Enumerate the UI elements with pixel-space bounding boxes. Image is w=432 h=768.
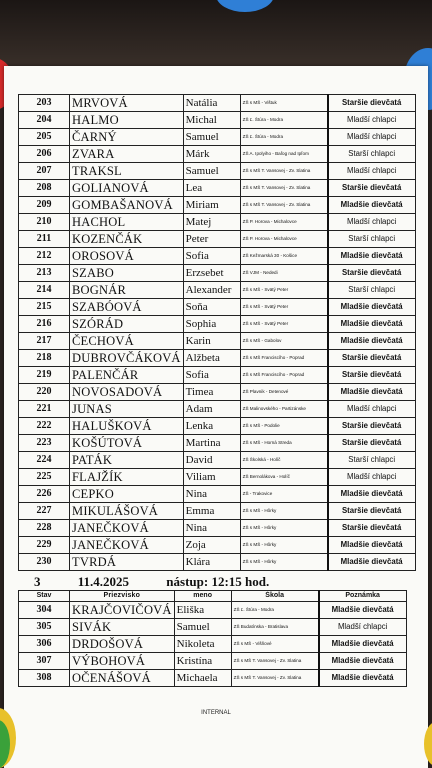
start-list-table-2: [18, 590, 407, 687]
table-row: [19, 214, 416, 231]
category-cell: Mladší chlapci: [328, 214, 416, 231]
surname-cell: SZÓRÁD: [70, 316, 184, 333]
surname-cell: TRAKSL: [70, 163, 184, 180]
category-cell: Mladší chlapci: [328, 401, 416, 418]
category-cell: Staršie dievčatá: [328, 367, 416, 384]
school-cell: ZŠ s MŠ Franciscího - Poprad: [240, 350, 328, 367]
school-cell: ZŠ Kežmarská 30 - Košice: [240, 248, 328, 265]
school-cell: ZŠ s MŠ T. Vansovej - Zv. Slatina: [240, 197, 328, 214]
first-name-cell: Erzsebet: [183, 265, 240, 282]
table-row: [19, 554, 416, 571]
start-number: 220: [19, 384, 70, 401]
start-number: 219: [19, 367, 70, 384]
first-name-cell: Klára: [183, 554, 240, 571]
table-row: [19, 653, 407, 670]
category-cell: Mladšie dievčatá: [328, 333, 416, 350]
school-cell: ZŠ s MŠ - Višňové: [231, 636, 319, 653]
surname-cell: VÝBOHOVÁ: [70, 653, 175, 670]
surname-cell: GOMBAŠANOVÁ: [70, 197, 184, 214]
session-index: 3: [34, 574, 41, 589]
surname-cell: CEPKO: [70, 486, 184, 503]
table-row: [19, 146, 416, 163]
start-number: 208: [19, 180, 70, 197]
school-cell: ZŠ Ľ. Štúra - Modra: [240, 129, 328, 146]
table-surface: [0, 0, 432, 70]
footer-label: INTERNAL: [201, 710, 231, 716]
start-number: 223: [19, 435, 70, 452]
first-name-cell: Adam: [183, 401, 240, 418]
surname-cell: JANEČKOVÁ: [70, 520, 184, 537]
first-name-cell: Peter: [183, 231, 240, 248]
start-number: 214: [19, 282, 70, 299]
start-number: 217: [19, 333, 70, 350]
surname-cell: BOGNÁR: [70, 282, 184, 299]
surname-cell: NOVOSADOVÁ: [70, 384, 184, 401]
start-number: 216: [19, 316, 70, 333]
surname-cell: FLAJŽÍK: [70, 469, 184, 486]
start-number: 308: [19, 670, 70, 687]
table-row: [19, 180, 416, 197]
table-row: [19, 520, 416, 537]
table-row: [19, 282, 416, 299]
start-number: 205: [19, 129, 70, 146]
category-cell: Starší chlapci: [328, 282, 416, 299]
table-row: [19, 231, 416, 248]
school-cell: ZŠ s MŠ - Hôrky: [240, 520, 328, 537]
school-cell: ZŠ s MŠ - Svätý Peter: [240, 282, 328, 299]
category-cell: Mladšie dievčatá: [328, 554, 416, 571]
surname-cell: PALENČÁR: [70, 367, 184, 384]
school-cell: ZŠ VJM - Nededi: [240, 265, 328, 282]
category-cell: Mladší chlapci: [328, 163, 416, 180]
school-cell: ZŠ Školská - Holíč: [240, 452, 328, 469]
surname-cell: ČECHOVÁ: [70, 333, 184, 350]
school-cell: ZŠ s MŠ - Horná Streda: [240, 435, 328, 452]
table-row: [19, 619, 407, 636]
table-row: [19, 367, 416, 384]
surname-cell: HACHOL: [70, 214, 184, 231]
school-cell: ZŠ s MŠ - Vištuk: [240, 95, 328, 112]
surname-cell: SZABO: [70, 265, 184, 282]
first-name-cell: Michaela: [174, 670, 231, 687]
school-cell: ZŠ P. Horova - Michalovce: [240, 214, 328, 231]
header-surname: Priezvisko: [70, 591, 175, 602]
school-cell: ZŠ - Trakovice: [240, 486, 328, 503]
table-row: [19, 248, 416, 265]
start-number: 209: [19, 197, 70, 214]
table-row: [19, 95, 416, 112]
category-cell: Mladšie dievčatá: [319, 636, 407, 653]
table-row: [19, 670, 407, 687]
category-cell: Staršie dievčatá: [328, 418, 416, 435]
first-name-cell: Miriam: [183, 197, 240, 214]
first-name-cell: Alžbeta: [183, 350, 240, 367]
start-number: 212: [19, 248, 70, 265]
surname-cell: MIKULÁŠOVÁ: [70, 503, 184, 520]
table-row: [19, 486, 416, 503]
surname-cell: TVRDÁ: [70, 554, 184, 571]
first-name-cell: David: [183, 452, 240, 469]
school-cell: ZŠ s MŠ - Podolie: [240, 418, 328, 435]
surname-cell: JUNAS: [70, 401, 184, 418]
header-note: Poznámka: [319, 591, 407, 602]
table-row: [19, 435, 416, 452]
category-cell: Staršie dievčatá: [328, 95, 416, 112]
surname-cell: DUBROVČÁKOVÁ: [70, 350, 184, 367]
start-number: 215: [19, 299, 70, 316]
first-name-cell: Viliam: [183, 469, 240, 486]
table-row: [19, 129, 416, 146]
first-name-cell: Nina: [183, 486, 240, 503]
surname-cell: KOŠÚTOVÁ: [70, 435, 184, 452]
school-cell: ZŠ Malinovského - Partizánske: [240, 401, 328, 418]
school-cell: ZŠ P. Horova - Michalovce: [240, 231, 328, 248]
surname-cell: OČENÁŠOVÁ: [70, 670, 175, 687]
start-number: 306: [19, 636, 70, 653]
category-cell: Mladší chlapci: [328, 112, 416, 129]
first-name-cell: Natália: [183, 95, 240, 112]
table-row: [19, 350, 416, 367]
start-number: 225: [19, 469, 70, 486]
start-number: 211: [19, 231, 70, 248]
category-cell: Mladšie dievčatá: [328, 197, 416, 214]
surname-cell: ZVARA: [70, 146, 184, 163]
first-name-cell: Samuel: [183, 163, 240, 180]
category-cell: Mladšie dievčatá: [319, 653, 407, 670]
start-number: 305: [19, 619, 70, 636]
school-cell: ZŠ Ľ. Štúra - Modra: [231, 602, 319, 619]
table-row: [19, 299, 416, 316]
first-name-cell: Sofia: [183, 248, 240, 265]
school-cell: ZŠ s MŠ - Hôrky: [240, 554, 328, 571]
first-name-cell: Michal: [183, 112, 240, 129]
surname-cell: SIVÁK: [70, 619, 175, 636]
school-cell: ZŠ A. Ipolyiho - Baľog nad Ipľom: [240, 146, 328, 163]
table-row: [19, 112, 416, 129]
table-row: [19, 316, 416, 333]
school-cell: ZŠ s MŠ - Svätý Peter: [240, 299, 328, 316]
start-number: 226: [19, 486, 70, 503]
category-cell: Mladšie dievčatá: [328, 537, 416, 554]
start-number: 203: [19, 95, 70, 112]
table-row: [19, 636, 407, 653]
start-number: 304: [19, 602, 70, 619]
start-number: 206: [19, 146, 70, 163]
table-row: [19, 537, 416, 554]
start-number: 227: [19, 503, 70, 520]
start-number: 213: [19, 265, 70, 282]
school-cell: ZŠ s MŠ - Hôrky: [240, 503, 328, 520]
school-cell: ZŠ Bernolákova - Holíč: [240, 469, 328, 486]
surname-cell: HALUŠKOVÁ: [70, 418, 184, 435]
category-cell: Mladšie dievčatá: [328, 316, 416, 333]
category-cell: Staršie dievčatá: [328, 265, 416, 282]
first-name-cell: Nikoleta: [174, 636, 231, 653]
surname-cell: KRAJČOVIČOVÁ: [70, 602, 175, 619]
result-sheet: [4, 66, 428, 768]
first-name-cell: Alexander: [183, 282, 240, 299]
start-number: 307: [19, 653, 70, 670]
start-number: 230: [19, 554, 70, 571]
table-row: [19, 452, 416, 469]
surname-cell: DRDOŠOVÁ: [70, 636, 175, 653]
first-name-cell: Karin: [183, 333, 240, 350]
header-num: Stav: [19, 591, 70, 602]
school-cell: ZŠ Plavnik - Detenové: [240, 384, 328, 401]
session-date: 11.4.2025: [77, 574, 130, 589]
category-cell: Staršie dievčatá: [328, 520, 416, 537]
header-first: meno: [174, 591, 231, 602]
school-cell: ZŠ s MŠ Franciscího - Poprad: [240, 367, 328, 384]
start-number: 207: [19, 163, 70, 180]
session-heading: [34, 574, 303, 590]
start-number: 222: [19, 418, 70, 435]
table-row: [19, 384, 416, 401]
table-row: [19, 503, 416, 520]
start-number: 229: [19, 537, 70, 554]
header-school: Škola: [231, 591, 319, 602]
table-row: [19, 333, 416, 350]
school-cell: ZŠ s MŠ T. Vansovej - Zv. Slatina: [240, 180, 328, 197]
category-cell: Starší chlapci: [328, 452, 416, 469]
session-start-time: nástup: 12:15 hod.: [166, 574, 270, 589]
category-cell: Mladší chlapci: [319, 619, 407, 636]
first-name-cell: Sofia: [183, 367, 240, 384]
table-row: [19, 469, 416, 486]
category-cell: Staršie dievčatá: [328, 350, 416, 367]
school-cell: ZŠ s MŠ - Hôrky: [240, 537, 328, 554]
start-number: 218: [19, 350, 70, 367]
table-row: [19, 163, 416, 180]
category-cell: Starší chlapci: [328, 146, 416, 163]
school-cell: ZŠ s MŠ - Gabolov: [240, 333, 328, 350]
first-name-cell: Matej: [183, 214, 240, 231]
first-name-cell: Zoja: [183, 537, 240, 554]
table-row: [19, 197, 416, 214]
category-cell: Mladšie dievčatá: [328, 486, 416, 503]
category-cell: Mladší chlapci: [328, 129, 416, 146]
category-cell: Mladšie dievčatá: [328, 384, 416, 401]
first-name-cell: Márk: [183, 146, 240, 163]
category-cell: Mladšie dievčatá: [328, 299, 416, 316]
start-number: 221: [19, 401, 70, 418]
surname-cell: ČARNÝ: [70, 129, 184, 146]
first-name-cell: Samuel: [174, 619, 231, 636]
table-row: [19, 401, 416, 418]
table-row: [19, 265, 416, 282]
school-cell: ZŠ s MŠ T. Vansovej - Zv. Slatina: [231, 670, 319, 687]
school-cell: ZŠ s MŠ - Svätý Peter: [240, 316, 328, 333]
start-number: 228: [19, 520, 70, 537]
surname-cell: HALMO: [70, 112, 184, 129]
surname-cell: KOZENČÁK: [70, 231, 184, 248]
surname-cell: GOLIANOVÁ: [70, 180, 184, 197]
category-cell: Staršie dievčatá: [328, 503, 416, 520]
first-name-cell: Sophia: [183, 316, 240, 333]
surname-cell: OROSOVÁ: [70, 248, 184, 265]
surname-cell: PATÁK: [70, 452, 184, 469]
category-cell: Mladšie dievčatá: [319, 670, 407, 687]
first-name-cell: Eliška: [174, 602, 231, 619]
first-name-cell: Lea: [183, 180, 240, 197]
category-cell: Mladšie dievčatá: [319, 602, 407, 619]
start-list-table-1: [18, 94, 416, 571]
school-cell: ZŠ s MŠ T. Vansovej - Zv. Slatina: [231, 653, 319, 670]
first-name-cell: Lenka: [183, 418, 240, 435]
surname-cell: JANEČKOVÁ: [70, 537, 184, 554]
start-number: 224: [19, 452, 70, 469]
start-number: 210: [19, 214, 70, 231]
category-cell: Mladšie dievčatá: [328, 248, 416, 265]
surname-cell: MRVOVÁ: [70, 95, 184, 112]
category-cell: Staršie dievčatá: [328, 435, 416, 452]
first-name-cell: Samuel: [183, 129, 240, 146]
school-cell: ZŠ Ľ. Štúra - Modra: [240, 112, 328, 129]
table-row: [19, 602, 407, 619]
first-name-cell: Timea: [183, 384, 240, 401]
first-name-cell: Kristína: [174, 653, 231, 670]
first-name-cell: Nina: [183, 520, 240, 537]
school-cell: ZŠ Budatínska - Bratislava: [231, 619, 319, 636]
first-name-cell: Martina: [183, 435, 240, 452]
school-cell: ZŠ s MŠ T. Vansovej - Zv. Slatina: [240, 163, 328, 180]
column-header-row: [19, 591, 407, 602]
category-cell: Mladší chlapci: [328, 469, 416, 486]
start-number: 204: [19, 112, 70, 129]
surname-cell: SZABÓOVÁ: [70, 299, 184, 316]
category-cell: Starší chlapci: [328, 231, 416, 248]
category-cell: Staršie dievčatá: [328, 180, 416, 197]
first-name-cell: Emma: [183, 503, 240, 520]
table-row: [19, 418, 416, 435]
first-name-cell: Soňa: [183, 299, 240, 316]
